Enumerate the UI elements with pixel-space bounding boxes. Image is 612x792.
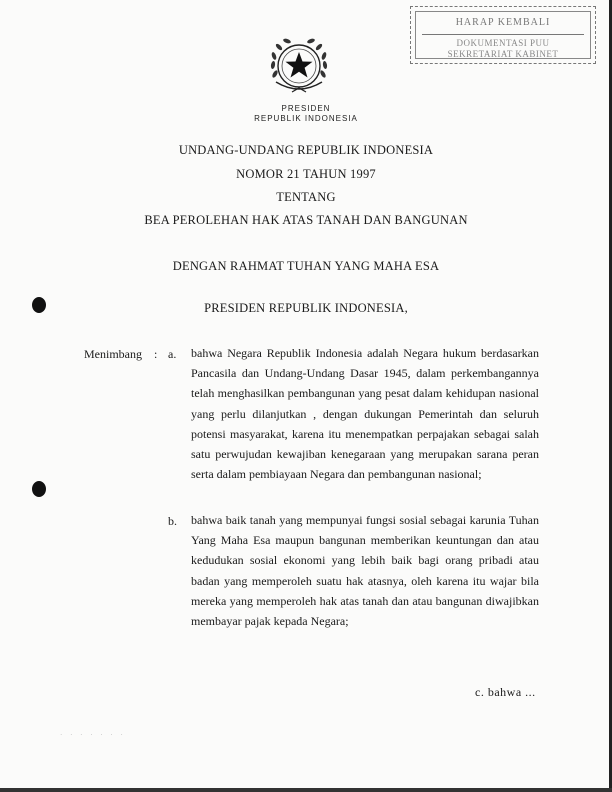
considering-colon: : <box>154 347 158 361</box>
punch-hole-lower <box>32 481 46 497</box>
law-title: UNDANG-UNDANG REPUBLIK INDONESIA <box>178 143 434 157</box>
stamp-department-text <box>416 38 590 60</box>
clause-a-text: bahwa Negara Republik Indonesia adalah Negara hukum berdasarkan Pancasila dan Undang-Undang Dasar 1945, dalam perkembangannya telah menghasilkan pembangunan yang pesat dalam kehidupan nasional yang perlu dilanjutkan , dengan dukungan Pemerintah dan seluruh potensi masyarakat, karena itu menempatkan perpajakan sebagai salah satu perwujudan kewajiban kenegaraan yang merupakan sarana peran serta dalam pembiayaan Negara dan pembangunan nasional; <box>191 346 539 482</box>
office-heading <box>0 104 612 124</box>
considering-label: Menimbang <box>84 347 142 361</box>
clause-b-text: bahwa baik tanah yang mempunyai fungsi sosial sebagai karunia Tuhan Yang Maha Esa maupun bangunan memberikan keuntungan dan atau kedudukan sosial ekonomi yang lebih baik bagi orang pribadi atau badan yang memperoleh suatu hak atasnya, oleh karena itu wajar bila mereka yang memperoleh hak atas tanah dan atau bangunan diwajibkan membayar pajak kepada Negara; <box>191 513 539 629</box>
president-line: PRESIDEN REPUBLIK INDONESIA, <box>204 301 408 315</box>
invocation-line: DENGAN RAHMAT TUHAN YANG MAHA ESA <box>172 259 440 273</box>
law-number: NOMOR 21 TAHUN 1997 <box>236 167 376 181</box>
archive-stamp <box>410 6 596 64</box>
clause-a-marker: a. <box>168 347 177 361</box>
stamp-inner-frame <box>415 11 591 59</box>
stamp-divider <box>422 34 584 35</box>
scan-edge-bottom <box>0 788 612 792</box>
scan-noise: · · · · · · · <box>60 731 126 739</box>
law-subject: BEA PEROLEHAN HAK ATAS TANAH DAN BANGUNAN <box>144 213 468 227</box>
office-title: PRESIDEN <box>281 104 331 113</box>
clause-b-marker: b. <box>168 514 177 528</box>
stamp-department-line: DOKUMENTASI PUU <box>456 38 550 48</box>
stamp-secretariat-line: SEKRETARIAT KABINET <box>447 49 559 59</box>
presidential-seal-icon <box>262 30 336 100</box>
continuation-marker: c. bahwa ... <box>475 685 536 699</box>
punch-hole-upper <box>32 297 46 313</box>
office-subtitle: REPUBLIK INDONESIA <box>254 114 358 123</box>
stamp-return-text: HARAP KEMBALI <box>455 17 551 28</box>
law-about-label: TENTANG <box>276 190 336 204</box>
